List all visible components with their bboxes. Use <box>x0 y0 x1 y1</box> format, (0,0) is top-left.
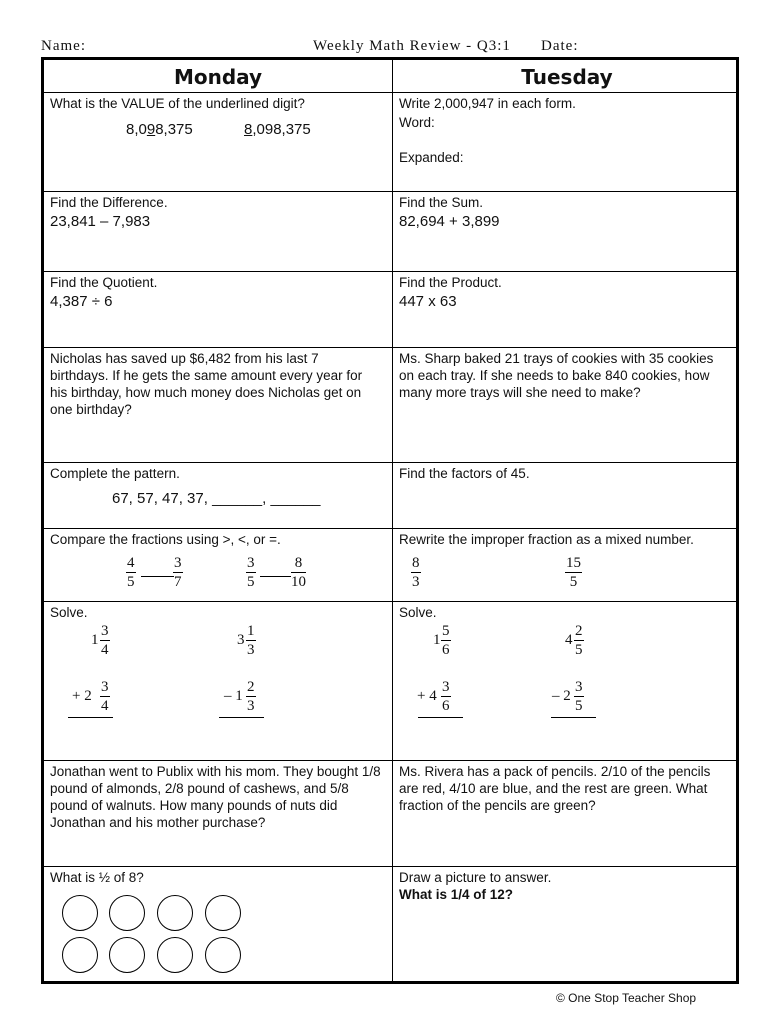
mon-r1-prompt: What is the VALUE of the underlined digit? <box>50 96 305 111</box>
mon-r7-a1-fraction: $\frac{3}{4}$ <box>101 623 109 658</box>
counter-circle[interactable] <box>205 937 241 973</box>
tue-r7-a2-fraction: $\frac{3}{6}$ <box>442 679 450 714</box>
tuesday-heading: Tuesday <box>521 65 613 89</box>
mon-r2-prompt: Find the Difference. <box>50 195 168 210</box>
tue-r8-prompt: Ms. Rivera has a pack of pencils. 2/10 of the pencils are red, 4/10 are blue, and the rest are green. What fraction of the pencils are green? <box>399 764 711 813</box>
mon-r7-b-answer-line[interactable] <box>219 717 264 718</box>
counter-circle[interactable] <box>157 895 193 931</box>
mon-r9-prompt: What is ½ of 8? <box>50 870 144 885</box>
tue-r6-prompt: Rewrite the improper fraction as a mixed number. <box>399 532 694 547</box>
counter-circle[interactable] <box>109 895 145 931</box>
mon-r7-a2-operator: + 2 <box>72 688 92 704</box>
mon-r7-a2-fraction: $\frac{3}{4}$ <box>101 679 109 714</box>
counter-circle[interactable] <box>157 937 193 973</box>
tue-r7-prompt: Solve. <box>399 605 437 620</box>
name-label: Name: <box>41 38 86 54</box>
mon-r5-prompt: Complete the pattern. <box>50 466 180 481</box>
mon-r7-b1-fraction: $\frac{1}{3}$ <box>247 623 255 658</box>
mon-r6-fraction-3: $\frac{3}{5}$ <box>247 555 255 590</box>
tue-r5-prompt: Find the factors of 45. <box>399 466 530 481</box>
mon-r6-blank-2[interactable] <box>260 576 291 577</box>
mon-r7-b2-operator: – 1 <box>224 688 243 704</box>
tue-r7-b2-fraction: $\frac{3}{5}$ <box>575 679 583 714</box>
tue-r9-prompt: Draw a picture to answer. <box>399 870 552 885</box>
tue-r7-a2-operator: + 4 <box>417 688 437 704</box>
tue-r7-b2-operator: – 2 <box>552 688 571 704</box>
mon-r7-b1-whole: 3 <box>237 632 245 648</box>
tue-r9-question: What is 1/4 of 12? <box>399 887 514 902</box>
tue-r3-prompt: Find the Product. <box>399 275 502 290</box>
mon-r7-a1-whole: 1 <box>91 632 99 648</box>
tue-r6-fraction-1: $\frac{8}{3}$ <box>412 555 420 590</box>
mon-r7-b2-fraction: $\frac{2}{3}$ <box>247 679 255 714</box>
counter-circle[interactable] <box>62 937 98 973</box>
copyright-footer: © One Stop Teacher Shop <box>556 991 697 1005</box>
counter-circle[interactable] <box>62 895 98 931</box>
tue-r7-b1-fraction: $\frac{2}{5}$ <box>575 623 583 658</box>
mon-r8-prompt: Jonathan went to Publix with his mom. They bought 1/8 pound of almonds, 2/8 pound of cashews, and 5/8 pound of walnuts. How many pounds of nuts did Jonathan and his mother purchase? <box>50 764 381 830</box>
mon-r1-number1: 8,098,375 <box>126 121 193 138</box>
mon-r6-fraction-2: $\frac{3}{7}$ <box>174 555 182 590</box>
tue-r7-b-answer-line[interactable] <box>551 717 596 718</box>
tue-r7-a-answer-line[interactable] <box>418 717 463 718</box>
tue-r1-prompt: Write 2,000,947 in each form. <box>399 96 576 111</box>
counter-circle[interactable] <box>205 895 241 931</box>
date-label: Date: <box>541 38 579 54</box>
mon-r6-fraction-4: $\frac{8}{10}$ <box>291 555 306 590</box>
mon-r6-blank-1[interactable] <box>141 576 174 577</box>
monday-heading: Monday <box>173 65 263 89</box>
tue-r7-a1-fraction: $\frac{5}{6}$ <box>442 623 450 658</box>
mon-r3-prompt: Find the Quotient. <box>50 275 158 290</box>
tue-r4-prompt: Ms. Sharp baked 21 trays of cookies with 35 cookies on each tray. If she needs to bake 840 cookies, how many more trays will she need to make? <box>399 351 714 400</box>
mon-r7-a-answer-line[interactable] <box>68 717 113 718</box>
mon-r6-prompt: Compare the fractions using >, <, or =. <box>50 532 281 547</box>
worksheet-title: Weekly Math Review - Q3:1 <box>313 38 511 54</box>
mon-r6-fraction-1: $\frac{4}{5}$ <box>127 555 135 590</box>
tue-r7-b1-whole: 4 <box>565 632 573 648</box>
mon-r1-number2: 8,098,375 <box>244 121 311 138</box>
mon-r2-problem: 23,841 – 7,983 <box>50 213 151 230</box>
counter-circle[interactable] <box>109 937 145 973</box>
worksheet-table <box>41 57 739 984</box>
mon-r4-prompt: Nicholas has saved up $6,482 from his last 7 birthdays. If he gets the same amount every year for his birthday, how much money does Nicholas get on one birthday? <box>50 351 363 417</box>
mon-r3-problem: 4,387 ÷ 6 <box>50 293 113 310</box>
tue-r3-problem: 447 x 63 <box>399 293 457 310</box>
mon-r7-prompt: Solve. <box>50 605 88 620</box>
tue-r1-expanded-label: Expanded: <box>399 150 464 165</box>
tue-r7-a1-whole: 1 <box>433 632 441 648</box>
mon-r5-pattern: 67, 57, 47, 37, ______, ______ <box>112 490 321 507</box>
tue-r6-fraction-2: $\frac{15}{5}$ <box>566 555 581 590</box>
tue-r2-problem: 82,694 + 3,899 <box>399 213 500 230</box>
tue-r1-word-label: Word: <box>399 115 435 130</box>
tue-r2-prompt: Find the Sum. <box>399 195 484 210</box>
